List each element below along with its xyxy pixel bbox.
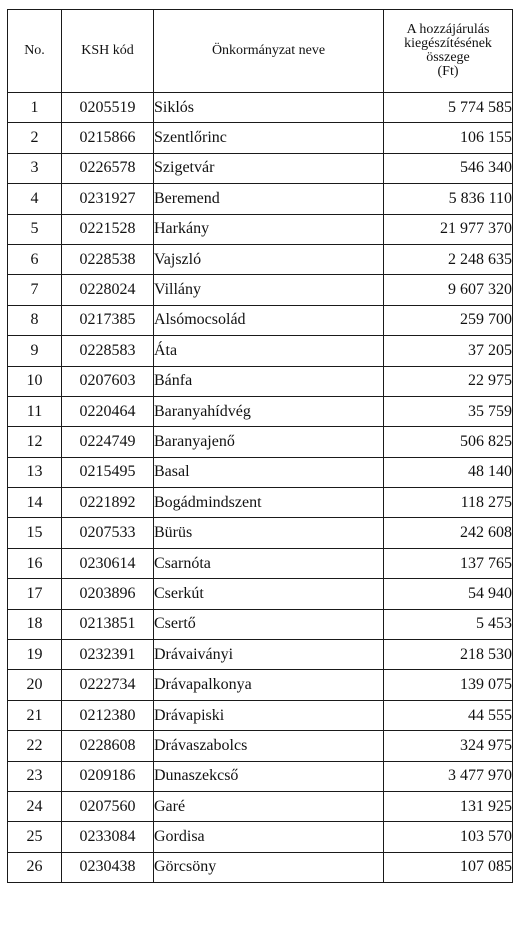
municipality-name-cell: Baranyahídvég bbox=[154, 396, 384, 426]
municipality-name-cell: Csertő bbox=[154, 609, 384, 639]
ksh-code-cell: 0220464 bbox=[62, 396, 154, 426]
amount-cell: 139 075 bbox=[384, 670, 513, 700]
municipality-payments-table bbox=[7, 9, 513, 883]
municipality-name-cell: Cserkút bbox=[154, 579, 384, 609]
table-row bbox=[8, 396, 513, 426]
ksh-code-cell: 0217385 bbox=[62, 305, 154, 335]
row-number-cell: 9 bbox=[8, 336, 62, 366]
header-amount bbox=[384, 10, 513, 93]
amount-cell: 9 607 320 bbox=[384, 275, 513, 305]
amount-cell: 103 570 bbox=[384, 822, 513, 852]
table-row bbox=[8, 670, 513, 700]
ksh-code-cell: 0207603 bbox=[62, 366, 154, 396]
amount-cell: 137 765 bbox=[384, 548, 513, 578]
row-number-cell: 6 bbox=[8, 244, 62, 274]
row-number-cell: 4 bbox=[8, 184, 62, 214]
municipality-name-cell: Gordisa bbox=[154, 822, 384, 852]
ksh-code-cell: 0228583 bbox=[62, 336, 154, 366]
row-number-cell: 15 bbox=[8, 518, 62, 548]
municipality-name-cell: Drávapalkonya bbox=[154, 670, 384, 700]
header-amount-line: kiegészítésének bbox=[404, 36, 492, 51]
municipality-name-cell: Drávapiski bbox=[154, 700, 384, 730]
municipality-name-cell: Bogádmindszent bbox=[154, 488, 384, 518]
table-row bbox=[8, 366, 513, 396]
amount-cell: 107 085 bbox=[384, 852, 513, 882]
ksh-code-cell: 0224749 bbox=[62, 427, 154, 457]
municipality-name-cell: Harkány bbox=[154, 214, 384, 244]
table-row bbox=[8, 214, 513, 244]
ksh-code-cell: 0221892 bbox=[62, 488, 154, 518]
amount-cell: 324 975 bbox=[384, 731, 513, 761]
table-row bbox=[8, 731, 513, 761]
ksh-code-cell: 0205519 bbox=[62, 93, 154, 123]
amount-cell: 5 774 585 bbox=[384, 93, 513, 123]
amount-cell: 2 248 635 bbox=[384, 244, 513, 274]
ksh-code-cell: 0215495 bbox=[62, 457, 154, 487]
table-row bbox=[8, 609, 513, 639]
amount-cell: 106 155 bbox=[384, 123, 513, 153]
table-row bbox=[8, 184, 513, 214]
municipality-name-cell: Alsómocsolád bbox=[154, 305, 384, 335]
amount-cell: 35 759 bbox=[384, 396, 513, 426]
municipality-name-cell: Beremend bbox=[154, 184, 384, 214]
row-number-cell: 23 bbox=[8, 761, 62, 791]
ksh-code-cell: 0228024 bbox=[62, 275, 154, 305]
municipality-name-cell: Bürüs bbox=[154, 518, 384, 548]
ksh-code-cell: 0228608 bbox=[62, 731, 154, 761]
table-row bbox=[8, 153, 513, 183]
table-header bbox=[8, 10, 513, 93]
table-row bbox=[8, 822, 513, 852]
amount-cell: 44 555 bbox=[384, 700, 513, 730]
header-amount-line: (Ft) bbox=[437, 64, 459, 79]
amount-cell: 506 825 bbox=[384, 427, 513, 457]
header-no: No. bbox=[8, 10, 62, 93]
municipality-name-cell: Szigetvár bbox=[154, 153, 384, 183]
header-ksh-code: KSH kód bbox=[62, 10, 154, 93]
header-amount-line: A hozzájárulás bbox=[406, 22, 490, 37]
amount-cell: 21 977 370 bbox=[384, 214, 513, 244]
municipality-name-cell: Villány bbox=[154, 275, 384, 305]
municipality-name-cell: Bánfa bbox=[154, 366, 384, 396]
ksh-code-cell: 0207560 bbox=[62, 791, 154, 821]
ksh-code-cell: 0209186 bbox=[62, 761, 154, 791]
table-row bbox=[8, 457, 513, 487]
table-row bbox=[8, 579, 513, 609]
table-row bbox=[8, 852, 513, 882]
table-row bbox=[8, 640, 513, 670]
ksh-code-cell: 0213851 bbox=[62, 609, 154, 639]
row-number-cell: 10 bbox=[8, 366, 62, 396]
row-number-cell: 21 bbox=[8, 700, 62, 730]
amount-cell: 218 530 bbox=[384, 640, 513, 670]
row-number-cell: 16 bbox=[8, 548, 62, 578]
amount-cell: 118 275 bbox=[384, 488, 513, 518]
table-row bbox=[8, 548, 513, 578]
table-row bbox=[8, 488, 513, 518]
ksh-code-cell: 0207533 bbox=[62, 518, 154, 548]
table-body bbox=[8, 93, 513, 883]
amount-cell: 5 453 bbox=[384, 609, 513, 639]
municipality-name-cell: Dunaszekcső bbox=[154, 761, 384, 791]
row-number-cell: 13 bbox=[8, 457, 62, 487]
table-row bbox=[8, 427, 513, 457]
ksh-code-cell: 0212380 bbox=[62, 700, 154, 730]
municipality-name-cell: Csarnóta bbox=[154, 548, 384, 578]
municipality-name-cell: Szentlőrinc bbox=[154, 123, 384, 153]
row-number-cell: 5 bbox=[8, 214, 62, 244]
amount-cell: 242 608 bbox=[384, 518, 513, 548]
row-number-cell: 25 bbox=[8, 822, 62, 852]
row-number-cell: 19 bbox=[8, 640, 62, 670]
row-number-cell: 24 bbox=[8, 791, 62, 821]
ksh-code-cell: 0232391 bbox=[62, 640, 154, 670]
row-number-cell: 26 bbox=[8, 852, 62, 882]
amount-cell: 54 940 bbox=[384, 579, 513, 609]
amount-cell: 5 836 110 bbox=[384, 184, 513, 214]
table-row bbox=[8, 305, 513, 335]
ksh-code-cell: 0230438 bbox=[62, 852, 154, 882]
municipality-name-cell: Vajszló bbox=[154, 244, 384, 274]
ksh-code-cell: 0231927 bbox=[62, 184, 154, 214]
row-number-cell: 2 bbox=[8, 123, 62, 153]
amount-cell: 3 477 970 bbox=[384, 761, 513, 791]
amount-cell: 37 205 bbox=[384, 336, 513, 366]
table-row bbox=[8, 93, 513, 123]
row-number-cell: 14 bbox=[8, 488, 62, 518]
municipality-name-cell: Siklós bbox=[154, 93, 384, 123]
row-number-cell: 20 bbox=[8, 670, 62, 700]
row-number-cell: 3 bbox=[8, 153, 62, 183]
municipality-name-cell: Drávaszabolcs bbox=[154, 731, 384, 761]
row-number-cell: 18 bbox=[8, 609, 62, 639]
table-row bbox=[8, 518, 513, 548]
municipality-name-cell: Áta bbox=[154, 336, 384, 366]
row-number-cell: 8 bbox=[8, 305, 62, 335]
amount-cell: 259 700 bbox=[384, 305, 513, 335]
municipality-name-cell: Basal bbox=[154, 457, 384, 487]
header-row bbox=[8, 10, 513, 93]
table-row bbox=[8, 700, 513, 730]
row-number-cell: 12 bbox=[8, 427, 62, 457]
row-number-cell: 7 bbox=[8, 275, 62, 305]
header-amount-line: összege bbox=[426, 50, 470, 65]
municipality-name-cell: Drávaiványi bbox=[154, 640, 384, 670]
ksh-code-cell: 0203896 bbox=[62, 579, 154, 609]
header-municipality-name: Önkormányzat neve bbox=[154, 10, 384, 93]
ksh-code-cell: 0233084 bbox=[62, 822, 154, 852]
table-row bbox=[8, 123, 513, 153]
table-row bbox=[8, 275, 513, 305]
amount-cell: 546 340 bbox=[384, 153, 513, 183]
amount-cell: 131 925 bbox=[384, 791, 513, 821]
ksh-code-cell: 0228538 bbox=[62, 244, 154, 274]
table-row bbox=[8, 761, 513, 791]
table-row bbox=[8, 791, 513, 821]
ksh-code-cell: 0222734 bbox=[62, 670, 154, 700]
ksh-code-cell: 0215866 bbox=[62, 123, 154, 153]
municipality-name-cell: Görcsöny bbox=[154, 852, 384, 882]
table-row bbox=[8, 336, 513, 366]
ksh-code-cell: 0230614 bbox=[62, 548, 154, 578]
table-row bbox=[8, 244, 513, 274]
amount-cell: 22 975 bbox=[384, 366, 513, 396]
row-number-cell: 1 bbox=[8, 93, 62, 123]
amount-cell: 48 140 bbox=[384, 457, 513, 487]
row-number-cell: 11 bbox=[8, 396, 62, 426]
municipality-name-cell: Baranyajenő bbox=[154, 427, 384, 457]
ksh-code-cell: 0226578 bbox=[62, 153, 154, 183]
row-number-cell: 22 bbox=[8, 731, 62, 761]
ksh-code-cell: 0221528 bbox=[62, 214, 154, 244]
row-number-cell: 17 bbox=[8, 579, 62, 609]
municipality-name-cell: Garé bbox=[154, 791, 384, 821]
